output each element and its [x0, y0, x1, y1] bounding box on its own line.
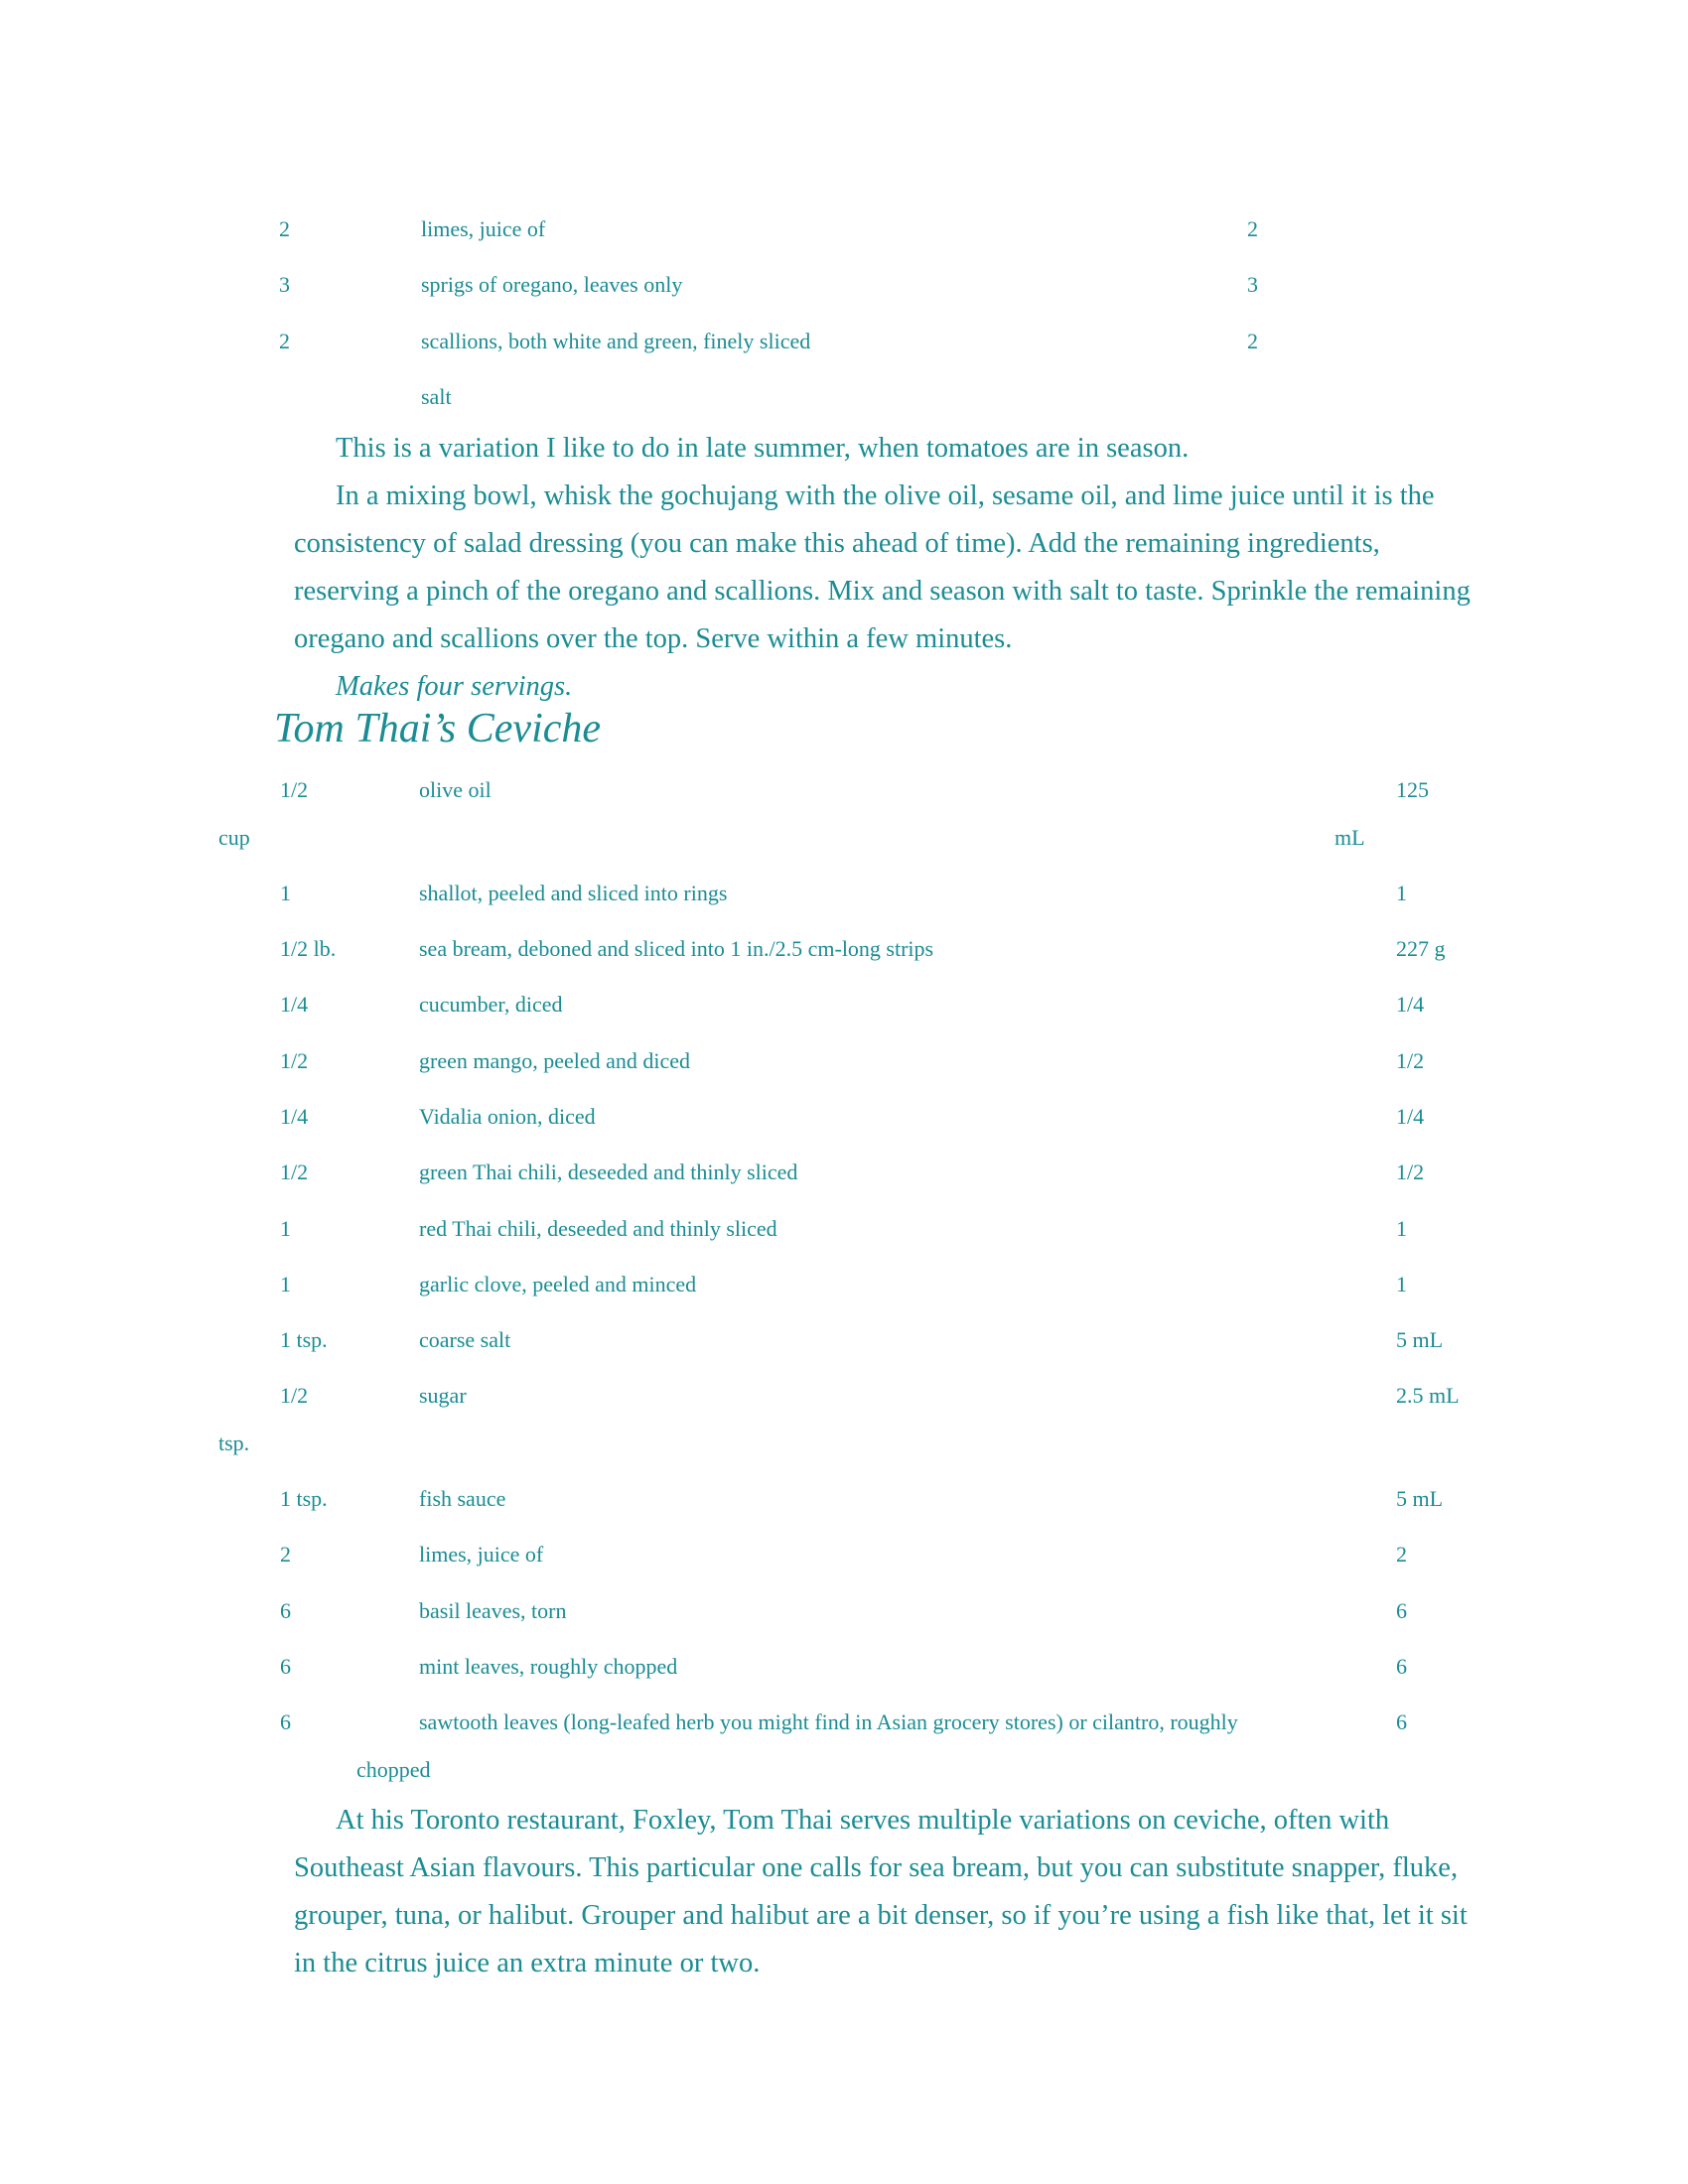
ingredient-qty: 2 — [279, 329, 290, 353]
ingredient-name: limes, juice of — [419, 1542, 544, 1567]
ingredient-name: mint leaves, roughly chopped — [419, 1654, 678, 1679]
ingredient-name: limes, juice of — [421, 216, 546, 241]
ceviche-intro-paragraph — [294, 1797, 1485, 1987]
recipe-title: Tom Thai’s Ceviche — [274, 706, 602, 751]
ingredient-qty-unit: cup — [218, 825, 250, 850]
ingredient-qty: 2 — [279, 216, 290, 241]
yield-note: Makes four servings. — [336, 671, 573, 702]
ingredient-qty: 2 — [280, 1542, 291, 1567]
intro-note — [294, 425, 1485, 473]
ingredient-name: scallions, both white and green, finely sliced — [421, 329, 811, 353]
ingredient-qty: 6 — [280, 1598, 291, 1623]
ingredient-qty: 1 tsp. — [280, 1486, 328, 1511]
ingredient-metric: 125 — [1396, 777, 1429, 802]
ingredient-metric: 1/2 — [1396, 1048, 1425, 1073]
ingredient-name: red Thai chili, deseeded and thinly sliced — [419, 1216, 777, 1241]
ingredient-metric: 1/4 — [1396, 992, 1425, 1017]
ingredient-metric: 6 — [1396, 1598, 1407, 1623]
ingredient-qty: 1 — [280, 1272, 291, 1297]
ingredient-metric: 227 g — [1396, 936, 1446, 961]
ingredient-metric: 6 — [1396, 1654, 1407, 1679]
ingredient-qty: 3 — [279, 272, 290, 297]
ingredient-metric: 2 — [1247, 216, 1258, 241]
ingredient-name: coarse salt — [419, 1327, 511, 1352]
ingredient-name: green Thai chili, deseeded and thinly sliced — [419, 1160, 798, 1184]
ingredient-qty: 1/2 — [280, 1160, 309, 1184]
ingredient-qty: 1 — [280, 881, 291, 905]
ingredient-qty: 1 tsp. — [280, 1327, 328, 1352]
ingredient-name: fish sauce — [419, 1486, 506, 1511]
ingredient-qty: 1/4 — [280, 992, 309, 1017]
method-paragraph — [294, 473, 1485, 663]
ingredient-qty-unit: tsp. — [218, 1431, 250, 1455]
intro-note-text: This is a variation I like to do in late summer, when tomatoes are in season. — [336, 433, 1190, 464]
ingredient-name: garlic clove, peeled and minced — [419, 1272, 697, 1297]
ingredient-name-continued: chopped — [356, 1757, 431, 1782]
ingredient-metric: 1 — [1396, 881, 1407, 905]
ingredient-qty: 6 — [280, 1654, 291, 1679]
ingredient-metric: 1/2 — [1396, 1160, 1425, 1184]
ingredient-name: sugar — [419, 1383, 467, 1408]
method-text: In a mixing bowl, whisk the gochujang with the olive oil, sesame oil, and lime juice until it is the consistency of salad dressing (you can make this ahead of time). Add the remaining ingredients, reserving a pinch of the oregano and scallions. Mix and season with salt to taste. Sprinkle the remaining oregano and scallions over the top. Serve within a few minutes. — [294, 480, 1471, 654]
ingredient-qty: 1 — [280, 1216, 291, 1241]
ingredient-qty: 1/2 — [280, 777, 309, 802]
ingredient-name: Vidalia onion, diced — [419, 1104, 596, 1129]
ingredient-qty: 6 — [280, 1709, 291, 1734]
ingredient-metric: 1 — [1396, 1216, 1407, 1241]
ingredient-qty: 1/2 — [280, 1383, 309, 1408]
ingredient-name: sea bream, deboned and sliced into 1 in./2.5 cm-long strips — [419, 936, 934, 961]
ingredient-metric-unit: mL — [1335, 825, 1365, 850]
ingredient-name: green mango, peeled and diced — [419, 1048, 691, 1073]
ingredient-metric: 5 mL — [1396, 1486, 1444, 1511]
ingredient-name: salt — [421, 384, 452, 409]
ingredient-name: basil leaves, torn — [419, 1598, 567, 1623]
ingredient-metric: 1/4 — [1396, 1104, 1425, 1129]
ingredient-metric: 1 — [1396, 1272, 1407, 1297]
ingredient-name: shallot, peeled and sliced into rings — [419, 881, 728, 905]
ingredient-qty: 1/2 lb. — [280, 936, 337, 961]
ingredient-metric: 5 mL — [1396, 1327, 1444, 1352]
ingredient-name: sprigs of oregano, leaves only — [421, 272, 683, 297]
ingredient-name: sawtooth leaves (long-leafed herb you might find in Asian grocery stores) or cilantro, roughly — [419, 1709, 1238, 1734]
ingredient-metric: 2 — [1247, 329, 1258, 353]
ingredient-metric: 6 — [1396, 1709, 1407, 1734]
ingredient-name: olive oil — [419, 777, 492, 802]
ceviche-intro-text: At his Toronto restaurant, Foxley, Tom Thai serves multiple variations on ceviche, often with Southeast Asian flavours. This particular one calls for sea bream, but you can substitute snapper, fluke, grouper, tuna, or halibut. Grouper and halibut are a bit denser, so if you’re using a fish like that, let it sit in the citrus juice an extra minute or two. — [294, 1805, 1468, 1979]
ingredient-metric: 2 — [1396, 1542, 1407, 1567]
ingredient-qty: 1/4 — [280, 1104, 309, 1129]
ingredient-name: cucumber, diced — [419, 992, 563, 1017]
ingredient-qty: 1/2 — [280, 1048, 309, 1073]
ingredient-metric: 3 — [1247, 272, 1258, 297]
ingredient-metric: 2.5 mL — [1396, 1383, 1460, 1408]
